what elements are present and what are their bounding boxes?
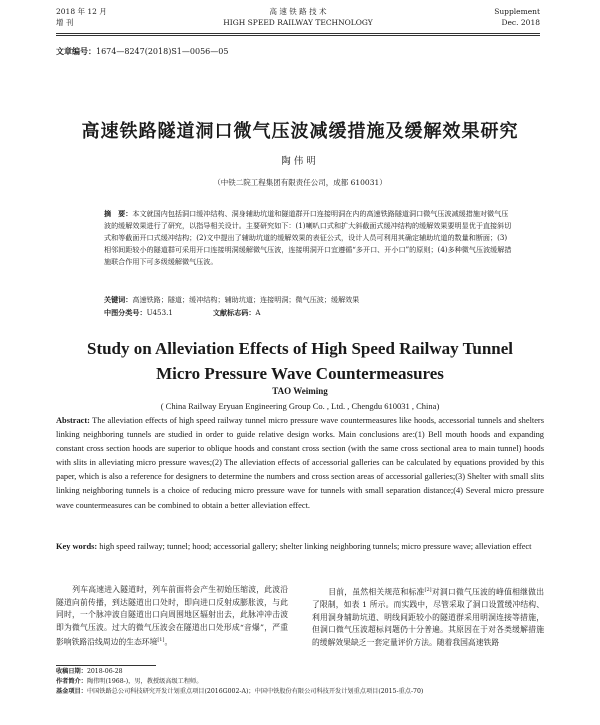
running-header — [56, 6, 540, 42]
keywords-en-label: Key words: — [56, 542, 98, 551]
header-rule — [56, 33, 540, 34]
body-column-left — [56, 584, 288, 650]
body-left-text: 列车高速进入隧道时，列车前面将会产生初始压缩波，此波沿隧道向前传播，到达隧道出口处时，即向进口反射成膨胀波，与此同时，一个脉冲波自隧道出口向周围地区辐射出去，此脉冲冲击波即为微气压波。过大的微气压波会在隧道出口处形成“音爆”，严重影响铁路沿线周边的生态环境 — [56, 585, 288, 647]
keywords-cn-label: 关键词： — [104, 295, 133, 304]
keywords-cn-text: 高速铁路；隧道；缓冲结构；辅助坑道；连接明洞；微气压波；缓解效果 — [132, 295, 360, 304]
body-right-text-a: 目前，虽然相关规范和标准 — [328, 587, 425, 597]
footnote-fund — [56, 688, 546, 696]
title-en-line2: Micro Pressure Wave Countermeasures — [156, 364, 444, 383]
author-bio-label: 作者简介： — [56, 678, 87, 685]
fund-value: 中国铁路总公司科技研究开发计划重点项目(2016G002-A)；中国中铁股份有限公司科技开发计划重点项目(2015-重点-70) — [86, 688, 424, 695]
keywords-en — [56, 540, 544, 554]
doc-code-label: 文献标志码： — [212, 308, 256, 317]
doc-code-value: A — [255, 308, 261, 317]
body-column-right — [312, 584, 544, 650]
body-right-text-b: 对洞口微气压波的峰值相继做出了限制，如表 1 所示。而实践中，尽管采取了洞口设置缓冲结构、利用洞身辅助坑道、明线间距较小的隧道群采用明洞连接等措施，但洞口微气压波超标问题仍十分普遍。其原因在于对各类缓解措施的缓解效果缺乏一套定量评价方法。随着我国高速铁路 — [312, 587, 545, 647]
title-cn: 高速铁路隧道洞口微气压波减缓措施及缓解效果研究 — [81, 121, 519, 142]
issue-type-en: Supplement — [494, 7, 540, 16]
title-en-line1: Study on Alleviation Effects of High Speed Railway Tunnel — [86, 339, 514, 358]
header-center — [56, 6, 540, 28]
abstract-cn-text: 本文就国内包括洞口缓冲结构、洞身辅助坑道和隧道群开口连接明洞在内的高速铁路隧道洞口微气压波减缓措施对微气压波的缓解效果进行了研究，以指导相关设计。主要研究如下：(1)喇叭口式和扩大斜截面式缓冲结构的缓解效果要明显优于直接斜切式和等截面开口式缓冲结构；(2)文中提出了辅助坑道的缓解效果的表征公式，设计人员可利用其确定辅助坑道的数量和断面；(3)相邻间距较小的隧道群可采用开口连接明洞缓解微气压波，连接明洞开口宜遵循“多开口、开小口”的原则；(4)多种微气压波缓解措施联合作用下可多级缓解微气压波。 — [104, 209, 512, 267]
header-rule-thin — [56, 35, 540, 36]
author-cn: 陶伟明 — [281, 156, 319, 167]
article-number-label: 文章编号： — [56, 47, 96, 56]
abstract-cn — [104, 208, 514, 268]
author-en: TAO Weiming — [272, 386, 328, 396]
footnote-author — [56, 678, 546, 686]
citation-ref: [1] — [157, 637, 165, 644]
abstract-en — [56, 414, 544, 513]
issue-date-en: Dec. 2018 — [501, 18, 540, 27]
affiliation-en: ( China Railway Eryuan Engineering Group Co. , Ltd. , Chengdu 610031 , China) — [160, 401, 440, 411]
received-value: 2018-06-28 — [86, 668, 123, 675]
title-en — [0, 336, 600, 386]
abstract-cn-label: 摘 要： — [104, 209, 133, 218]
journal-title-en: HIGH SPEED RAILWAY TECHNOLOGY — [223, 18, 373, 27]
journal-title-cn: 高 速 铁 路 技 术 — [269, 7, 327, 16]
abstract-en-label: Abstract: — [56, 416, 90, 425]
body-left-end: 。 — [164, 637, 173, 647]
keywords-cn — [104, 294, 514, 306]
article-number — [56, 46, 228, 57]
received-label: 收稿日期： — [56, 668, 87, 675]
citation-ref: [2] — [424, 587, 432, 593]
footnote-rule — [56, 665, 156, 666]
header-right — [494, 6, 540, 28]
footnote-received — [56, 668, 546, 676]
fund-label: 基金项目： — [56, 688, 87, 695]
clc-label: 中图分类号： — [104, 308, 147, 317]
abstract-en-text: The alleviation effects of high speed railway tunnel micro pressure wave countermeasures like hoods, accessorial tunnels and shelters linking neighboring tunnels are studied in order to guide relative design works. Main conclusions are:(1) Bell mouth hoods and expanding constant cross section hoods are superior to oblique hoods and constant cross section (with the same cross sectional area to main tunnel) hoods with slits in alleviating micro pressure waves;(2) The alleviation effects of accessorial galleries can be calculated by equations provided by this paper, which is also a reference for designers to determine the numbers and cross section areas of accessorial galleries;(3) Shelter with small slits linking neighboring tunnels is a choice of reducing micro pressure wave for tunnels with small separation distance;(4) Several micro pressure wave countermeasures can be combined to obtain a better alleviation effect. — [56, 416, 544, 510]
clc-value: U453.1 — [146, 308, 173, 317]
affiliation-cn: （中铁二院工程集团有限责任公司，成都 610031） — [213, 178, 387, 187]
classification-line — [104, 308, 261, 318]
keywords-en-text: high speed railway; tunnel; hood; accessorial gallery; shelter linking neighboring tunnels; micro pressure wave; alleviation effect — [99, 542, 532, 551]
issue-date: 2018 年 12 月 — [56, 7, 107, 16]
author-bio-value: 陶伟明(1968-)，男，教授级高级工程师。 — [86, 678, 203, 685]
article-number-value: 1674—8247(2018)S1—0056—05 — [96, 47, 229, 56]
issue-type: 增 刊 — [56, 18, 74, 27]
